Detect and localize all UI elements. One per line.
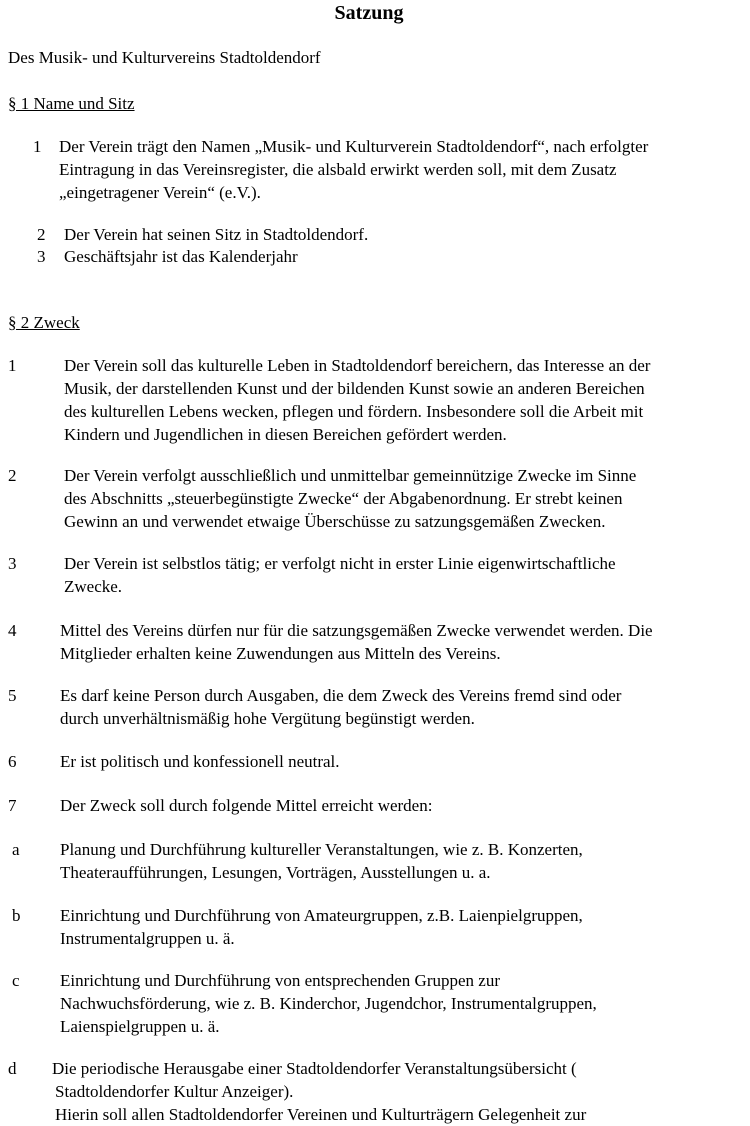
text-line: durch unverhältnismäßig hohe Vergütung begünstigt werden.: [60, 709, 475, 728]
text-line: Planung und Durchführung kultureller Veranstaltungen, wie z. B. Konzerten,: [60, 840, 583, 859]
text-line: Es darf keine Person durch Ausgaben, die dem Zweck des Vereins fremd sind oder: [60, 686, 622, 705]
item-text: [64, 354, 650, 446]
section-2-heading: § 2 Zweck: [8, 313, 80, 332]
text-line: Der Verein ist selbstlos tätig; er verfolgt nicht in erster Linie eigenwirtschaftliche: [64, 554, 616, 573]
item-text: [64, 223, 368, 246]
item-number: 3: [37, 247, 46, 266]
text-line: Er ist politisch und konfessionell neutral.: [60, 752, 340, 771]
item-number: d: [8, 1059, 17, 1078]
text-line: Geschäftsjahr ist das Kalenderjahr: [64, 247, 298, 266]
text-line: des kulturellen Lebens wecken, pflegen und fördern. Insbesondere soll die Arbeit mit: [64, 402, 644, 421]
item-text: [60, 750, 340, 773]
item-text: [64, 552, 616, 598]
item-number: 5: [8, 686, 17, 705]
item-text: [59, 135, 648, 204]
text-line: Zwecke.: [64, 577, 123, 596]
text-line: Mitglieder erhalten keine Zuwendungen aus Mitteln des Vereins.: [60, 644, 501, 663]
text-line: Der Verein hat seinen Sitz in Stadtoldendorf.: [64, 225, 369, 244]
item-text: [60, 794, 432, 817]
item-number: 2: [8, 466, 17, 485]
document-subtitle: Des Musik- und Kulturvereins Stadtoldendorf: [8, 48, 321, 67]
text-line: Laienspielgruppen u. ä.: [60, 1017, 220, 1036]
item-number: 3: [8, 554, 17, 573]
text-line: „eingetragener Verein“ (e.V.).: [59, 183, 261, 202]
text-line: Nachwuchsförderung, wie z. B. Kinderchor, Jugendchor, Instrumentalgruppen,: [60, 994, 597, 1013]
item-number: 1: [33, 137, 42, 156]
item-number: c: [12, 971, 20, 990]
text-line: Kindern und Jugendlichen in diesen Bereichen gefördert werden.: [64, 425, 507, 444]
text-line: Instrumentalgruppen u. ä.: [60, 929, 235, 948]
item-number: 2: [37, 225, 46, 244]
item-text: [60, 904, 583, 950]
text-line: Einrichtung und Durchführung von entsprechenden Gruppen zur: [60, 971, 500, 990]
text-line: Der Zweck soll durch folgende Mittel erreicht werden:: [60, 796, 433, 815]
item-number: b: [12, 906, 21, 925]
text-line: Die periodische Herausgabe einer Stadtoldendorfer Veranstaltungsübersicht (: [52, 1059, 577, 1078]
item-number: 1: [8, 356, 17, 375]
text-line: Mittel des Vereins dürfen nur für die satzungsgemäßen Zwecke verwendet werden. Die: [60, 621, 653, 640]
text-line: des Abschnitts „steuerbegünstigte Zwecke“ der Abgabenordnung. Er strebt keinen: [64, 489, 623, 508]
text-line: Der Verein trägt den Namen „Musik- und Kulturverein Stadtoldendorf“, nach erfolgter: [59, 137, 649, 156]
text-line: Der Verein verfolgt ausschließlich und unmittelbar gemeinnützige Zwecke im Sinne: [64, 466, 637, 485]
item-text: [60, 619, 653, 665]
item-number: a: [12, 840, 20, 859]
text-line: Eintragung in das Vereinsregister, die alsbald erwirkt werden soll, mit dem Zusatz: [59, 160, 617, 179]
text-line: Musik, der darstellenden Kunst und der bildenden Kunst sowie an anderen Bereichen: [64, 379, 645, 398]
item-text: [60, 684, 621, 730]
text-line: Hierin soll allen Stadtoldendorfer Vereinen und Kulturträgern Gelegenheit zur: [55, 1105, 587, 1124]
item-text: [60, 969, 597, 1038]
document-title: Satzung: [334, 2, 404, 24]
text-line: Einrichtung und Durchführung von Amateurgruppen, z.B. Laienpielgruppen,: [60, 906, 583, 925]
text-line: Stadtoldendorfer Kultur Anzeiger).: [55, 1082, 294, 1101]
item-number: 4: [8, 621, 17, 640]
item-text: [64, 464, 636, 533]
item-text: [60, 838, 583, 884]
text-line: Der Verein soll das kulturelle Leben in Stadtoldendorf bereichern, das Interesse an der: [64, 356, 651, 375]
item-text: [64, 245, 298, 268]
text-line: Theateraufführungen, Lesungen, Vorträgen, Ausstellungen u. a.: [60, 863, 491, 882]
section-1-heading: § 1 Name und Sitz: [8, 94, 135, 113]
text-line: Gewinn an und verwendet etwaige Überschüsse zu satzungsgemäßen Zwecken.: [64, 512, 606, 531]
item-number: 7: [8, 796, 17, 815]
item-number: 6: [8, 752, 17, 771]
item-text: [52, 1057, 586, 1126]
